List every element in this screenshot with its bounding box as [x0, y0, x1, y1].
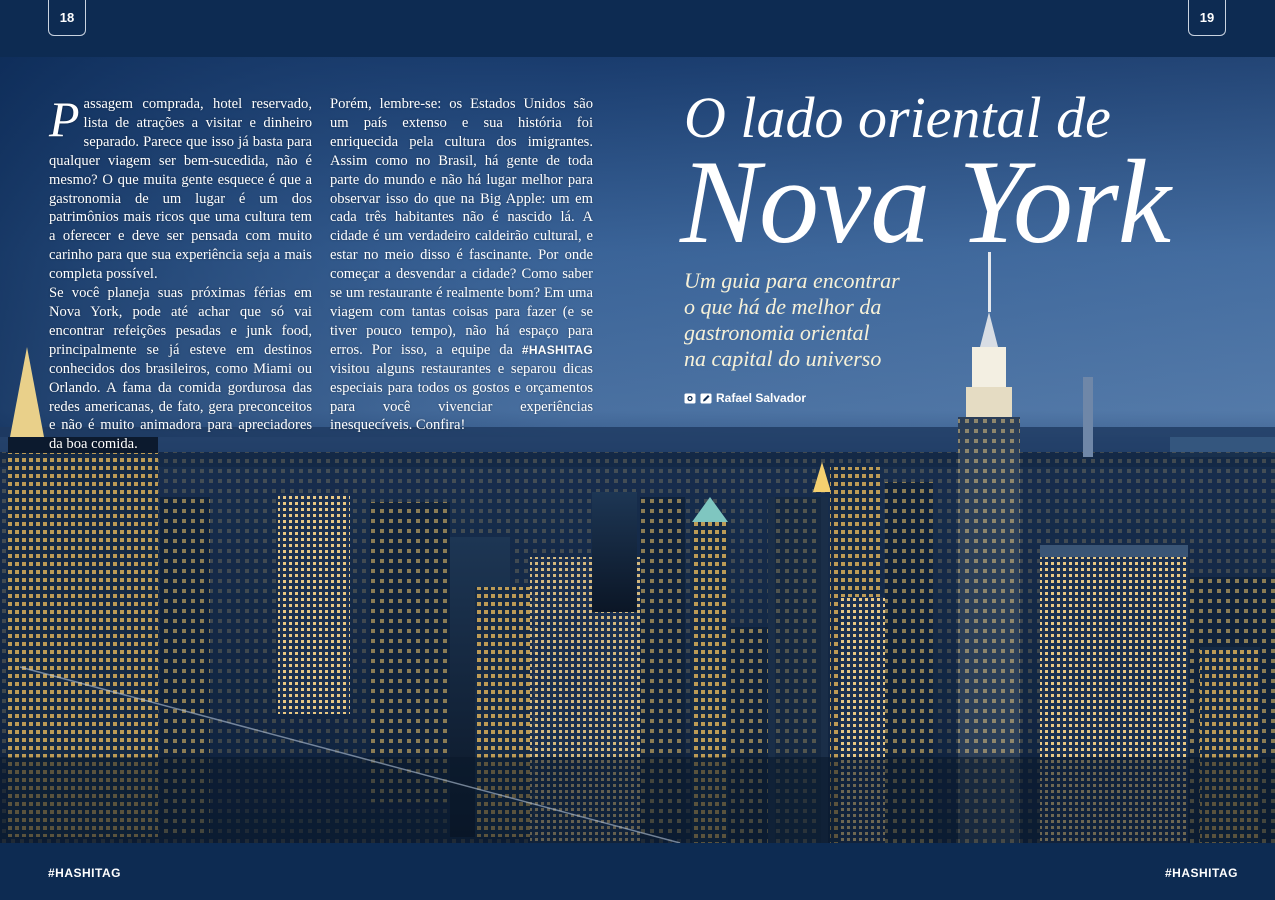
camera-icon [684, 393, 696, 404]
subtitle-line: o que há de melhor da [684, 294, 882, 319]
paragraph-text: visitou alguns restaurantes e separou dicas especiais para todos os gostos e orçamentos para você vivenciar experiências inesquecíveis. Confira! [330, 360, 593, 434]
pen-icon [700, 393, 712, 404]
drop-cap: P [49, 91, 80, 147]
author-name: Rafael Salvador [716, 391, 807, 405]
paragraph-text: assagem comprada, hotel reservado, lista de atrações a visitar e dinheiro separado. Parece que isso já basta para qualquer viagem ser bem-sucedida, não é mesmo? O que muita gente esquece é que a gastronomia de um lugar é um dos patrimônios mais ricos que uma cultura tem a oferecer e deve ser pensada com muito carinho para que sua experiência seja a mais completa possível. [49, 96, 312, 283]
article-column-2 [330, 95, 593, 435]
paragraph-text: Porém, lembre-se: os Estados Unidos são um país extenso e sua história foi enriquecida pela cultura dos imigrantes. Assim como no Brasil, há gente de toda parte do mundo e não há lugar melhor para observar isso do que na Big Apple: um em cada três habitantes não é nascido lá. A cidade é um verdadeiro caldeirão cultural, e estar no meio disso é fascinante. Por onde começar a desvendar a cidade? Como saber se um restaurante é realmente bom? Em uma viagem com tantas coisas para fazer (e se tiver pouco tempo), não há espaço para erros. Por isso, a equipe da [330, 96, 593, 358]
top-bar [0, 0, 1275, 57]
subtitle-line: Um guia para encontrar [684, 268, 900, 293]
brand-logo-left: #HASHITAG [48, 866, 121, 880]
brand-logo-right: #HASHITAG [1165, 866, 1238, 880]
article-title-line-2: Nova York [680, 135, 1170, 268]
page-number-right: 19 [1188, 0, 1226, 36]
subtitle-line: na capital do universo [684, 346, 882, 371]
article-column-1 [49, 91, 312, 454]
article-title-line-1: O lado oriental de [684, 85, 1111, 150]
paragraph [330, 95, 593, 435]
brand-mention: #HASHITAG [521, 342, 593, 357]
paragraph: Se você planeja suas próximas férias em Nova York, pode até achar que só vai encontrar refeições pesadas e junk food, principalmente se já esteve em destinos conhecidos dos brasileiros, como Miami ou Orlando. A fama da comida gordurosa das redes americanas, de fato, gera preconceitos e não é muito animadora para apreciadores da boa comida. [49, 285, 312, 453]
paragraph [49, 91, 312, 284]
page-number-left: 18 [48, 0, 86, 36]
bottom-bar [0, 843, 1275, 900]
subtitle-line: gastronomia oriental [684, 320, 870, 345]
author-credit [684, 391, 806, 405]
article-subtitle [684, 268, 984, 372]
